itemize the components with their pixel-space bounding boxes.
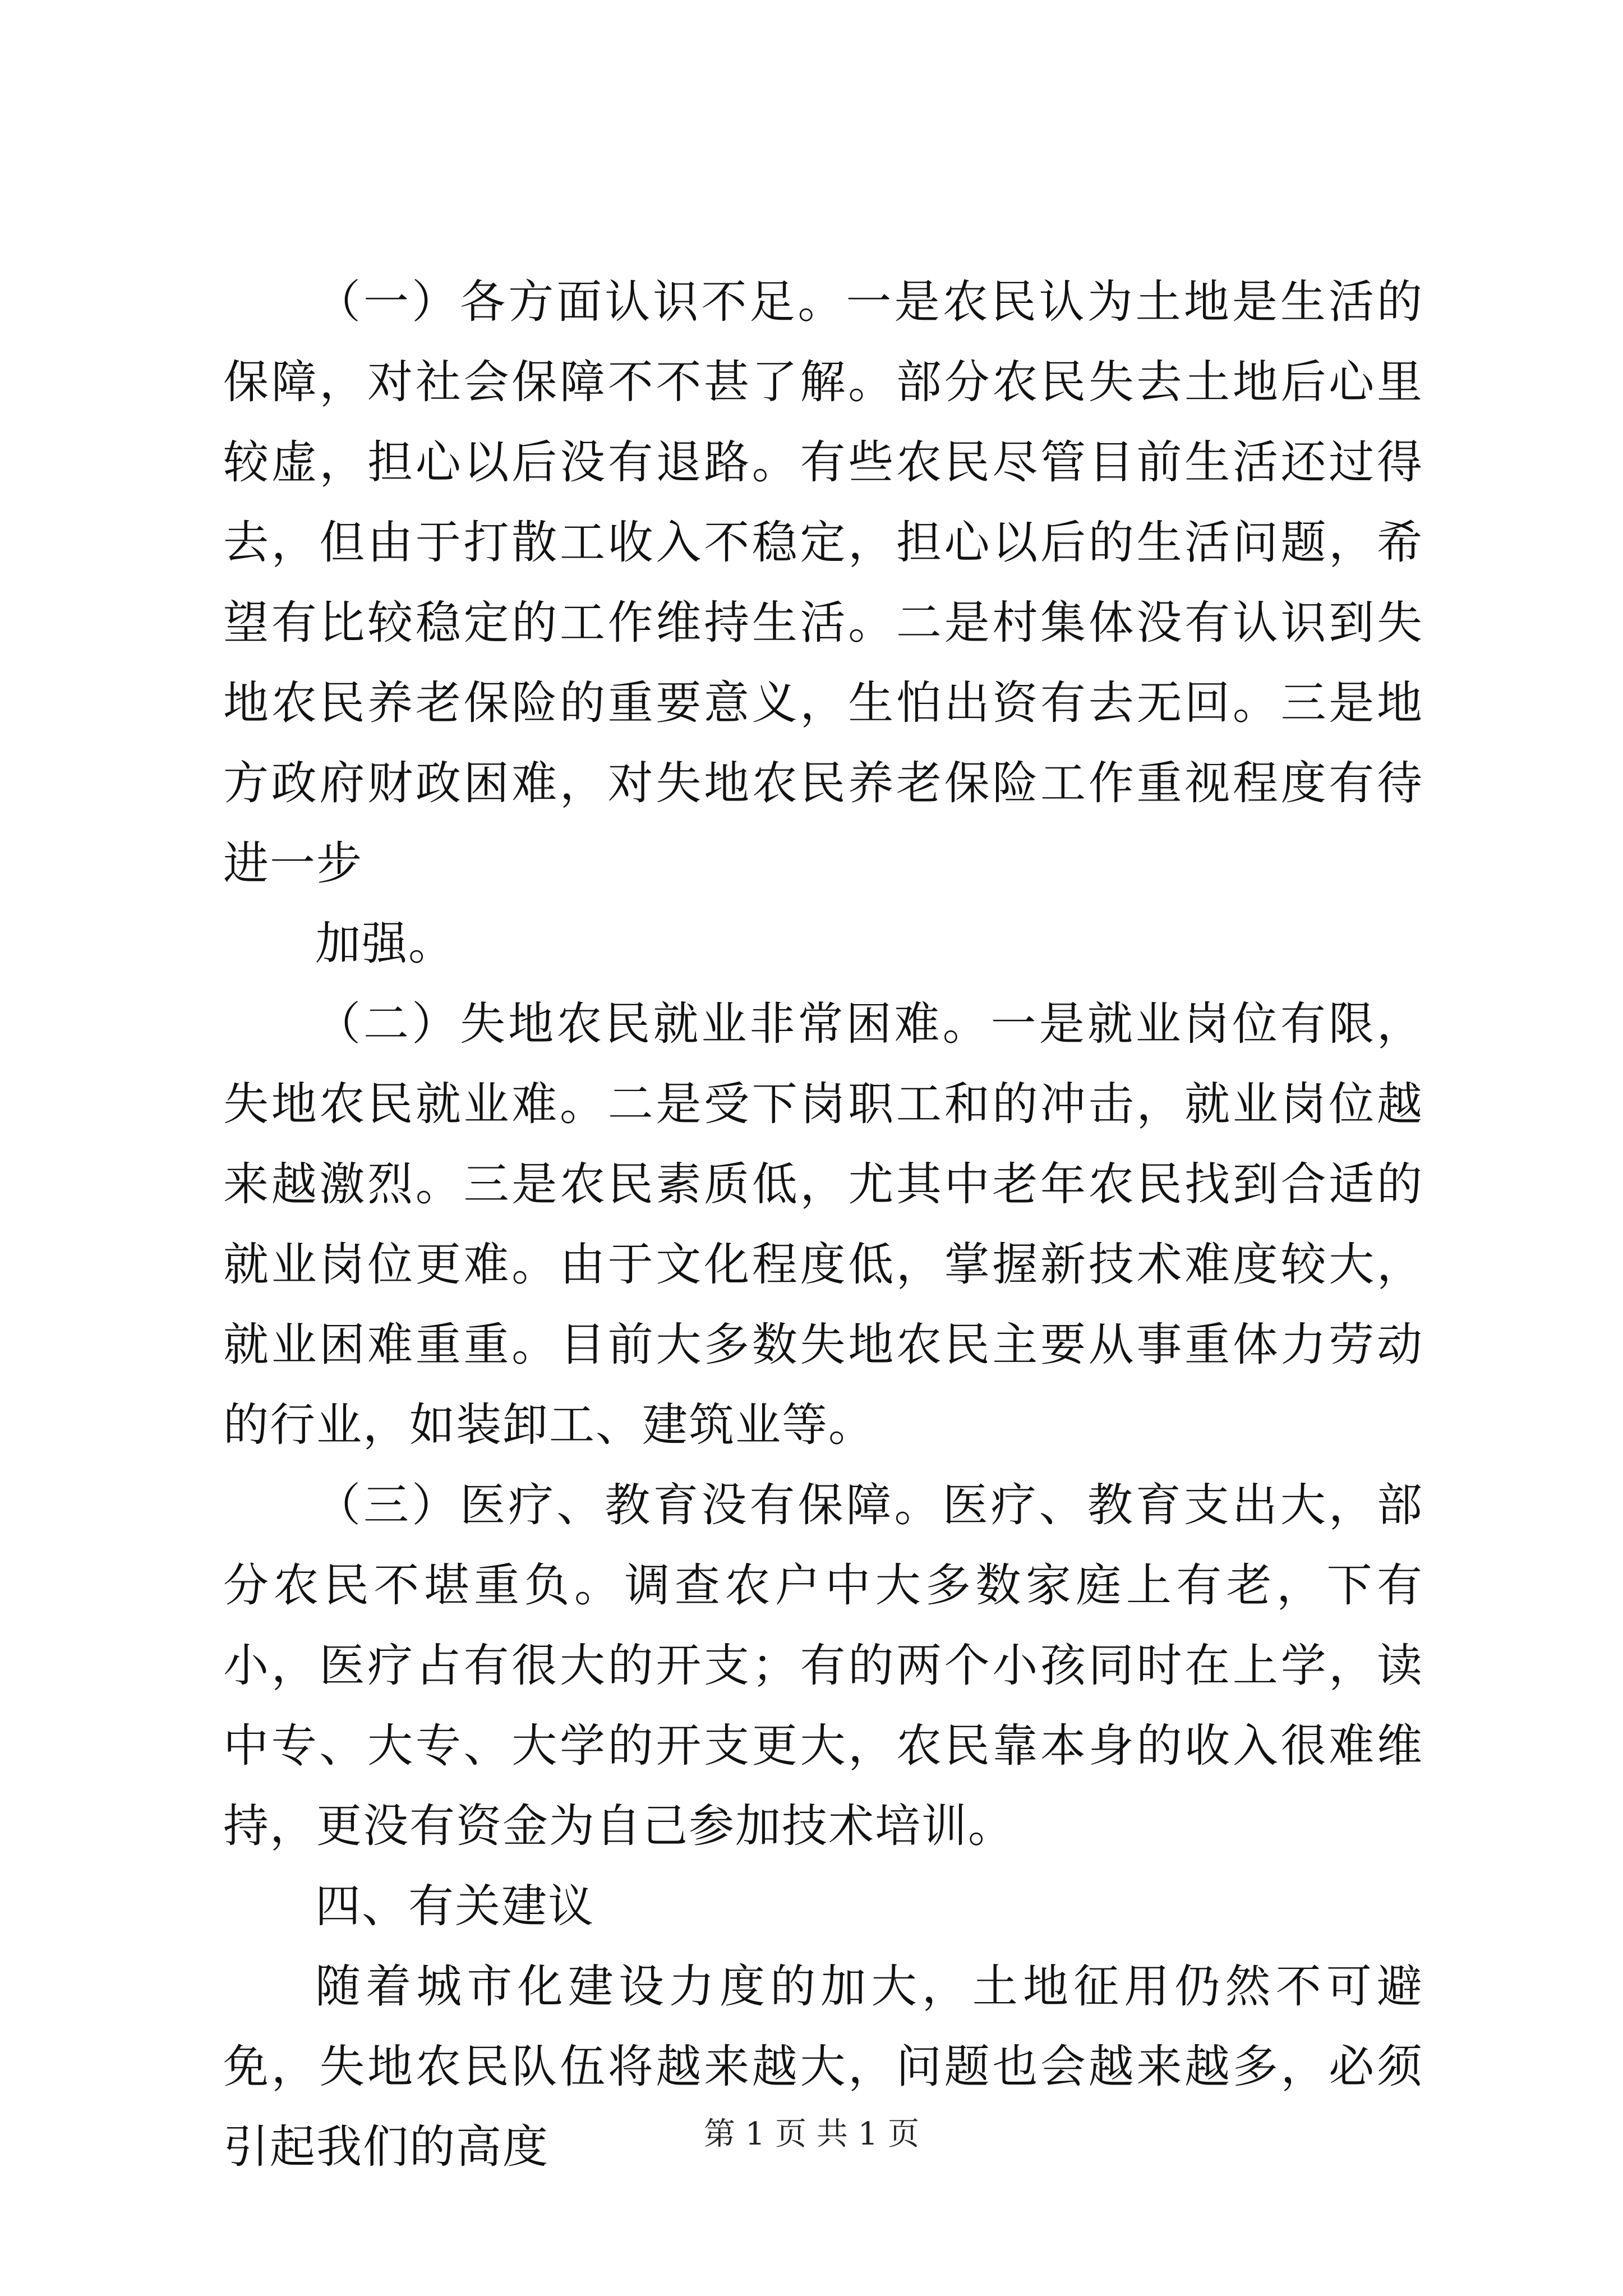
- page-footer: 第 1 页 共 1 页: [703, 2116, 920, 2152]
- paragraph-section-1: （一）各方面认识不足。一是农民认为土地是生活的保障，对社会保障不不甚了解。部分农民失去土地后心里较虚，担心以后没有退路。有些农民尽管目前生活还过得去，但由于打散工收入不稳定，担心以后的生活问题，希望有比较稳定的工作维持生活。二是村集体没有认识到失地农民养老保险的重要意义，生怕出资有去无回。三是地方政府财政困难，对失地农民养老保险工作重视程度有待进一步: [223, 276, 1423, 890]
- paragraph-continuation: 加强。: [315, 918, 455, 970]
- document-body: [223, 263, 1423, 2188]
- paragraph-section-2: （二）失地农民就业非常困难。一是就业岗位有限，失地农民就业难。二是受下岗职工和的冲击，就业岗位越来越激烈。三是农民素质低，尤其中老年农民找到合适的就业岗位更难。由于文化程度低，掌握新技术难度较大，就业困难重重。目前大多数失地农民主要从事重体力劳动的行业，如装卸工、建筑业等。: [223, 998, 1423, 1452]
- paragraph-section-3: （三）医疗、教育没有保障。医疗、教育支出大，部分农民不堪重负。调查农户中大多数家庭上有老，下有小，医疗占有很大的开支；有的两个小孩同时在上学，读中专、大专、大学的开支更大，农民靠本身的收入很难维持，更没有资金为自己参加技术培训。: [223, 1479, 1423, 1853]
- paragraph-suggestions-intro: 随着城市化建设力度的加大，土地征用仍然不可避免，失地农民队伍将越来越大，问题也会越来越多，必须引起我们的高度: [223, 1961, 1423, 2174]
- section-heading-suggestions: 四、有关建议: [315, 1880, 595, 1933]
